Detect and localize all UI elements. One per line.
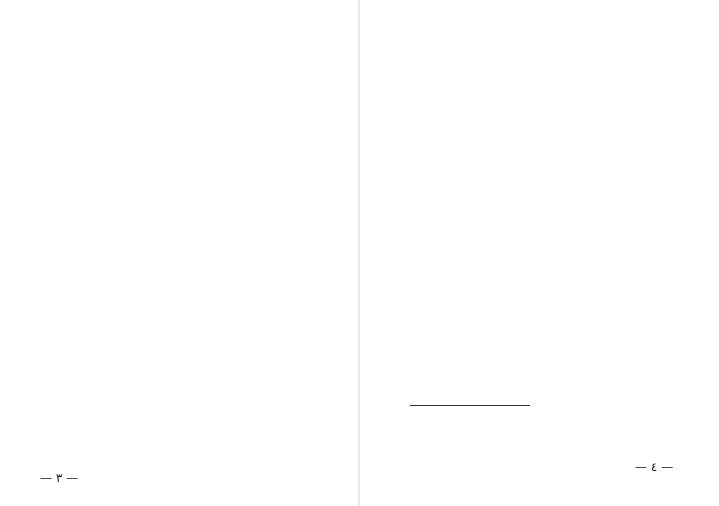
text-line — [48, 354, 313, 369]
text-line — [402, 230, 662, 245]
text-line — [48, 172, 313, 187]
text-line — [48, 187, 313, 202]
text-line — [402, 245, 662, 260]
text-line — [48, 233, 313, 248]
text-line — [48, 400, 313, 415]
text-line — [48, 293, 313, 308]
text-line — [402, 382, 662, 397]
text-line — [48, 202, 313, 217]
text-line — [48, 278, 313, 293]
page-number: — ٣ — — [40, 471, 79, 485]
text-line — [402, 366, 662, 381]
text-line — [402, 47, 662, 62]
text-line — [48, 415, 313, 430]
right-page-body — [402, 17, 662, 397]
text-line — [402, 17, 662, 32]
footnote-rule — [410, 405, 530, 406]
page-number: — ٤ — — [635, 460, 674, 474]
text-line — [48, 217, 313, 232]
text-line — [402, 275, 662, 290]
text-line — [48, 324, 313, 339]
text-line — [48, 430, 313, 445]
right-page — [360, 0, 719, 506]
text-line — [48, 385, 313, 400]
text-line — [402, 32, 662, 47]
text-line — [48, 81, 313, 96]
text-line — [48, 35, 313, 50]
text-line — [48, 66, 313, 81]
text-line — [402, 63, 662, 78]
text-line — [48, 445, 313, 460]
text-line — [402, 306, 662, 321]
text-line — [402, 214, 662, 229]
text-line — [402, 93, 662, 108]
text-line — [402, 123, 662, 138]
text-line — [402, 108, 662, 123]
left-page — [0, 0, 359, 506]
left-page-body — [48, 20, 313, 470]
text-line — [48, 157, 313, 172]
text-line — [48, 339, 313, 354]
text-line — [402, 169, 662, 184]
text-line — [402, 260, 662, 275]
text-line — [48, 50, 313, 65]
text-line — [402, 290, 662, 305]
text-line — [402, 184, 662, 199]
text-line — [48, 126, 313, 141]
text-line — [402, 336, 662, 351]
text-line — [48, 309, 313, 324]
text-line — [48, 263, 313, 278]
text-line — [48, 369, 313, 384]
text-line — [402, 199, 662, 214]
text-line — [48, 96, 313, 111]
text-line — [402, 78, 662, 93]
text-line — [402, 139, 662, 154]
text-line — [48, 111, 313, 126]
text-line — [402, 154, 662, 169]
text-line — [48, 20, 313, 35]
text-line — [402, 351, 662, 366]
text-line — [402, 321, 662, 336]
text-line — [48, 142, 313, 157]
text-line — [48, 248, 313, 263]
